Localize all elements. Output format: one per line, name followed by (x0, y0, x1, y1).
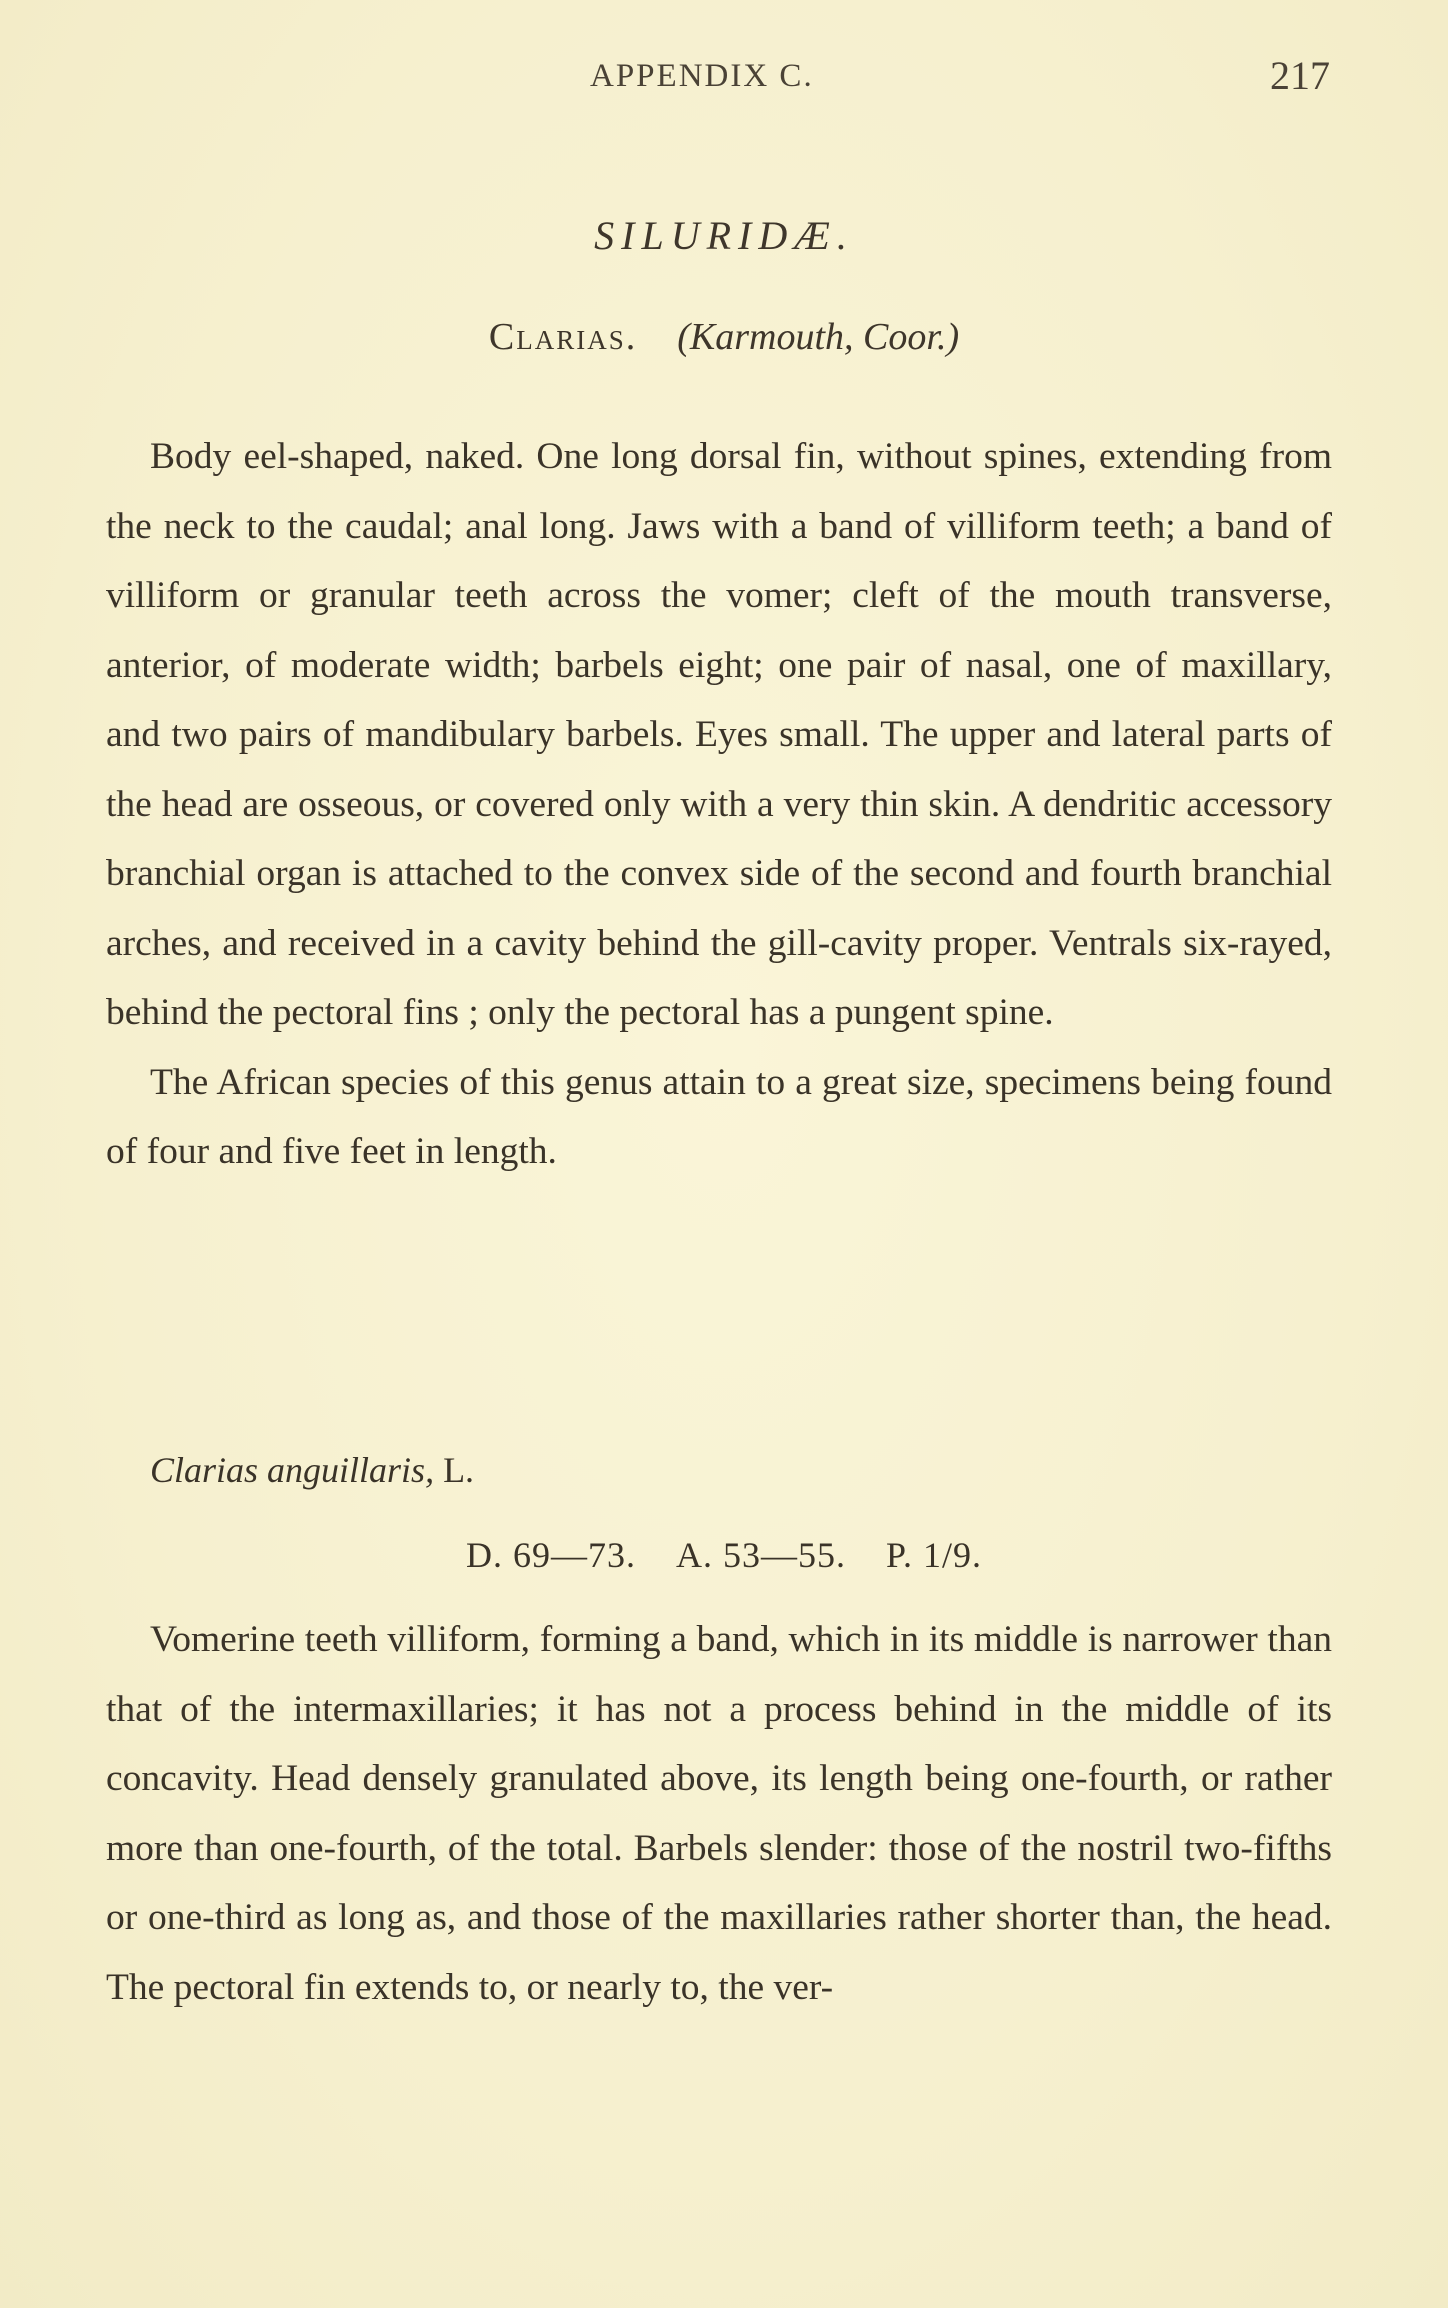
family-heading: SILURIDÆ. (594, 213, 854, 258)
pectoral-formula: P. 1/9. (885, 1535, 983, 1575)
paragraph: Vomerine teeth villiform, forming a band, which in its middle is narrower than that of the intermaxillaries; it has not a process behind in the middle of its concavity. Head densely granulated above, its length being one-fourth, or rather more than one-fourth, of the total. Barbels slender: those of the nostril two-fifths or one-third as long as, and those of the maxillaries rather shorter than, the head. The pectoral fin extends to, or nearly to, the ver- (106, 1619, 1332, 2008)
running-head (0, 52, 1448, 112)
fin-formula (0, 1534, 1448, 1576)
species-description (106, 1605, 1332, 2022)
genus-description (106, 422, 1332, 1187)
dorsal-formula: D. 69—73. (465, 1535, 636, 1575)
page-number: 217 (1270, 53, 1330, 98)
genus-heading (0, 315, 1448, 359)
species-heading (150, 1449, 474, 1491)
genus-common-name-text: (Karmouth, Coor.) (677, 316, 960, 358)
paragraph: The African species of this genus attain to a great size, specimens being found of four and five feet in length. (106, 1061, 1332, 1172)
paragraph: Body eel-shaped, naked. One long dorsal fin, without spines, extending from the neck to the caudal; anal long. Jaws with a band of villiform teeth; a band of villiform or granular teeth across the vomer; cleft of the mouth transverse, anterior, of moderate width; barbels eight; one pair of nasal, one of maxillary, and two pairs of mandibulary barbels. Eyes small. The upper and lateral parts of the head are osseous, or covered only with a very thin skin. A dendritic accessory branchial organ is attached to the convex side of the second and fourth branchial arches, and received in a cavity behind the gill-cavity proper. Ventrals six-rayed, behind the pectoral fins ; only the pectoral has a pungent spine. (106, 436, 1332, 1033)
species-author: L. (443, 1450, 475, 1490)
running-title: APPENDIX C. (590, 58, 814, 94)
genus-common-name (677, 316, 959, 358)
genus-name: Clarias. (488, 316, 638, 358)
species-name: Clarias anguillaris, (150, 1450, 435, 1490)
anal-formula: A. 53—55. (675, 1535, 846, 1575)
